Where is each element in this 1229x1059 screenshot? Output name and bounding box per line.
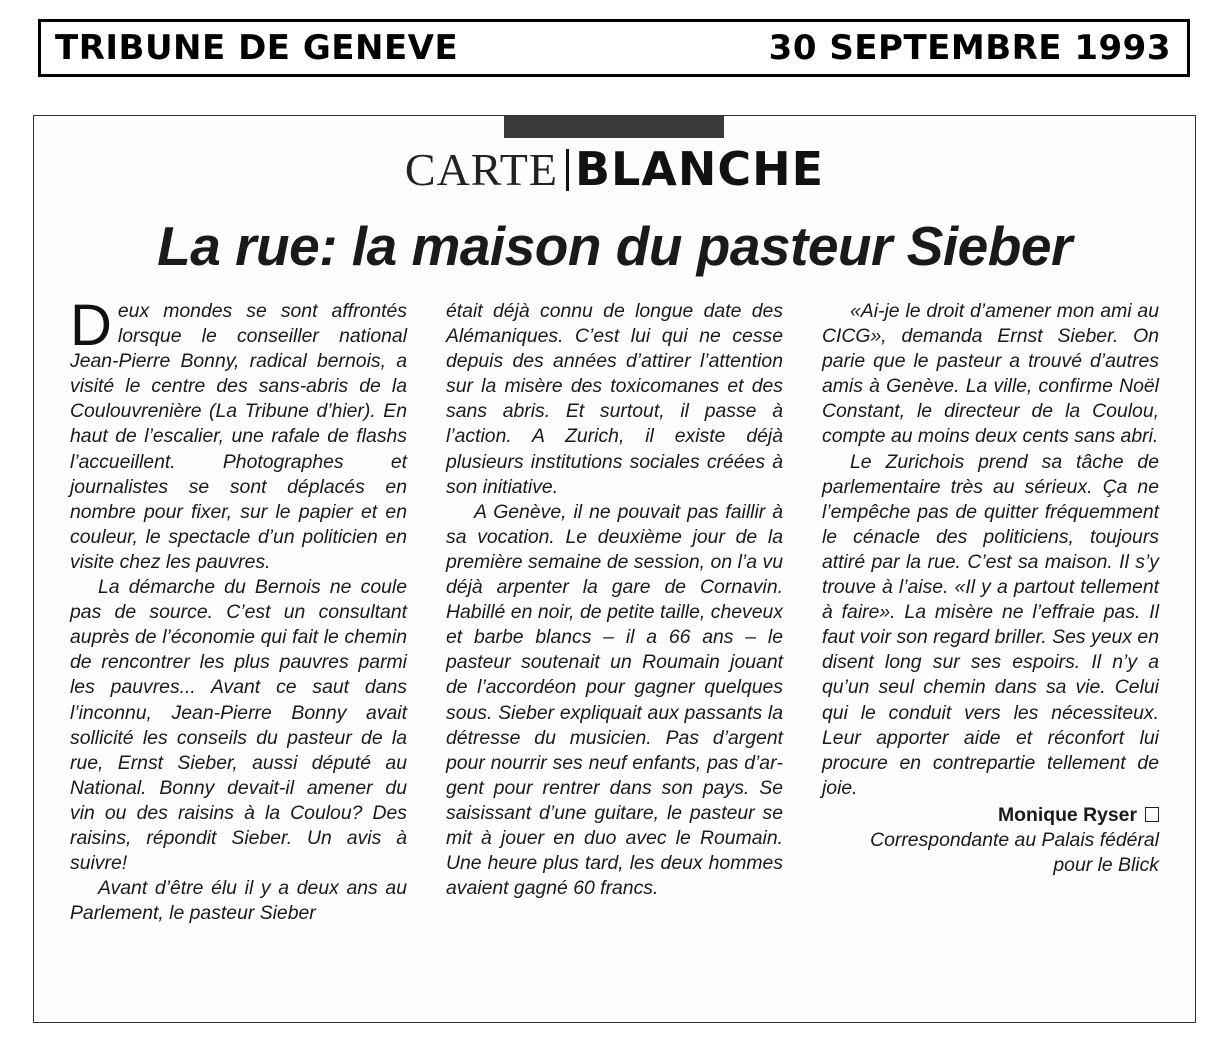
decorative-bar — [504, 116, 724, 138]
rubric-title — [34, 142, 1195, 197]
author-affiliation-line: Correspondante au Palais fédéral — [870, 828, 1159, 851]
paragraph: Le Zurichois prend sa tâche de parlementaire très au sérieux. Ça ne l’empêche pas de quitter fréquemment le cénacle des politiciens, toujours attiré par la rue. C’est sa maison. Il s’y trouve à l’aise. «Il y a partout tellement à faire». La misère ne l’effraie pas. Il faut voir son regard briller. Ses yeux en disent long sur ses espoirs. Il n’y a qu’un seul chemin dans sa vie. Celui qui le conduit vers les nécessiteux. Leur apporter aide et réconfort lui procure en contrepartie tellement de joie. — [822, 450, 1159, 799]
paragraph: Avant d’être élu il y a deux ans au Parlement, le pasteur Sieber — [70, 877, 407, 925]
column-3 — [822, 299, 1159, 878]
rubric-light: CARTE — [404, 144, 558, 195]
paragraph: «Ai-je le droit d’amener mon ami au CICG», demanda Ernst Sieber. On parie que le pasteur a trouvé d’autres amis à Genève. La ville, confirme Noël Constant, le directeur de la Coulou, compte au moins deux cents sans abri. — [822, 300, 1159, 448]
author-name: Monique Ryser — [998, 803, 1137, 826]
article-headline: La rue: la maison du pasteur Sieber — [157, 215, 1072, 277]
column-1 — [70, 293, 407, 926]
paragraph-text: eux mondes se sont affrontés lorsque le conseiller national Jean-Pierre Bonny, radical bernois, a visité le centre des sans-abris de la Coulouvrenière (La Tribune d’hier). En haut de l’escalier, une rafale de flashs l’accueillent. Photographes et journalistes se sont déplacés en nombre pour fixer, sur le papier et en couleur, le spectacle d’un politicien en visite chez les pauvres. — [70, 300, 407, 573]
drop-cap: D — [70, 293, 112, 358]
rubric-bold: BLANCHE — [574, 142, 825, 196]
author-signature — [822, 803, 1159, 828]
article-clipping — [33, 115, 1196, 1023]
author-affiliation-line: pour le Blick — [1053, 854, 1159, 877]
paragraph: A Genève, il ne pouvait pas faillir à sa vocation. Le deuxième jour de la première semaine de session, on l’a vu déjà arpenter la gare de Cornavin. Habillé en noir, de petite taille, cheveux et barbe blancs – il a 66 ans – le pasteur soutenait un Roumain jouant de l’accordéon pour gagner quelques sous. Sieber expliquait aux passants la détresse du musicien. Pas d’argent pour nourrir ses neuf enfants, pas d’argent pour rentrer dans son pays. Se saisissant d’une guitare, le pasteur se mit à jouer en duo avec le Roumain. Une heure plus tard, les deux hommes avaient gagné 60 francs. — [446, 500, 783, 900]
publication-date: 30 SEPTEMBRE 1993 — [768, 28, 1171, 68]
paragraph: était déjà connu de longue date des Alémaniques. C’est lui qui ne cesse depuis des années d’attirer l’attention sur la misère des toxicomanes et des sans abris. Et surtout, il passe à l’action. A Zurich, il existe déjà plusieurs institutions sociales créées à son initiative. — [446, 300, 783, 498]
paragraph: La démarche du Bernois ne coule pas de source. C’est un consultant auprès de l’économie qui fait le chemin de rencontrer les plus pauvres parmi les pauvres... Avant ce saut dans l’inconnu, Jean-Pierre Bonny avait sollicité les conseils du pasteur de la rue, Ernst Sieber, aussi député au National. Bonny devait-il amener du vin ou des raisins à la Coulou? Des raisins, répondit Sieber. Un avis à suivre! — [70, 576, 407, 875]
paragraph — [70, 293, 407, 575]
end-mark-icon — [1145, 807, 1159, 822]
newspaper-name: TRIBUNE DE GENEVE — [55, 28, 459, 68]
column-2 — [446, 299, 783, 901]
header-box — [38, 19, 1190, 77]
rubric-separator — [566, 149, 569, 191]
